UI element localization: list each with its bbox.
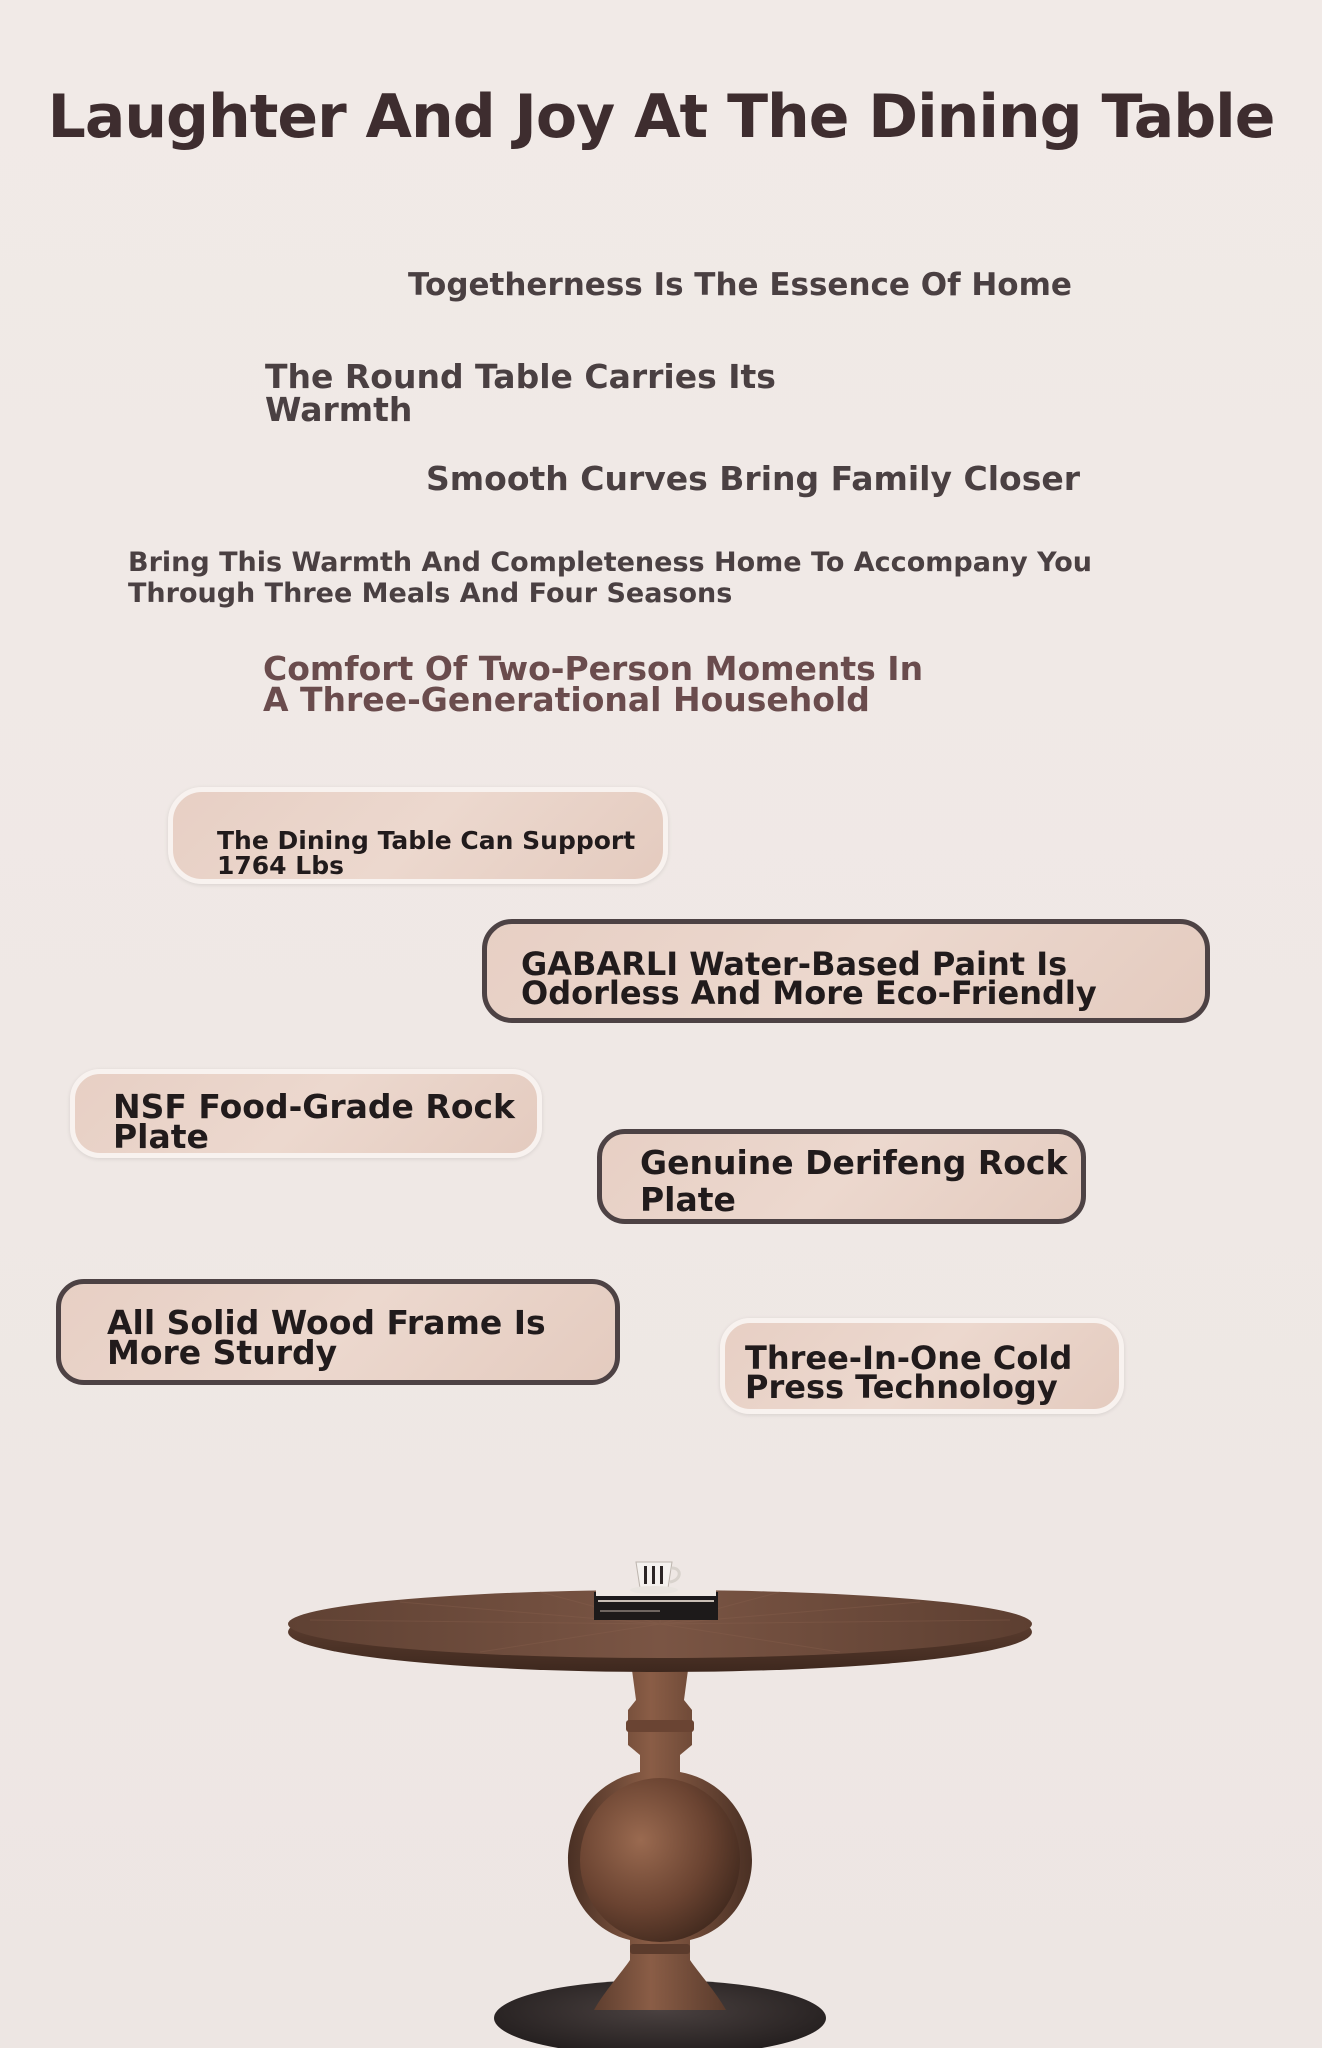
subtitle-smooth-curves: Smooth Curves Bring Family Closer: [426, 459, 1080, 498]
feature-badge-solid-wood-frame: All Solid Wood Frame Is More Sturdy: [56, 1279, 620, 1385]
page-title: Laughter And Joy At The Dining Table: [47, 82, 1275, 152]
subtitle-round-table: The Round Table Carries Its Warmth: [265, 357, 776, 429]
dining-table-image: [280, 1540, 1040, 2048]
subtitle-togetherness: Togetherness Is The Essence Of Home: [408, 267, 1072, 303]
book-stack: [594, 1592, 718, 1620]
feature-badge-water-based-paint: GABARLI Water-Based Paint Is Odorless And More Eco-Friendly: [482, 919, 1210, 1023]
feature-badge-derifeng-rock-plate: Genuine Derifeng Rock Plate: [597, 1129, 1086, 1224]
subtitle-bring-warmth: Bring This Warmth And Completeness Home To Accompany You Through Three Meals And Four Seasons: [128, 547, 1092, 609]
feature-badge-nsf-rock-plate: NSF Food-Grade Rock Plate: [70, 1069, 542, 1158]
feature-badge-load-capacity: The Dining Table Can Support 1764 Lbs: [168, 787, 668, 884]
feature-badge-cold-press: Three-In-One Cold Press Technology: [720, 1318, 1124, 1414]
subtitle-comfort: Comfort Of Two-Person Moments In A Three-Generational Household: [263, 649, 924, 719]
